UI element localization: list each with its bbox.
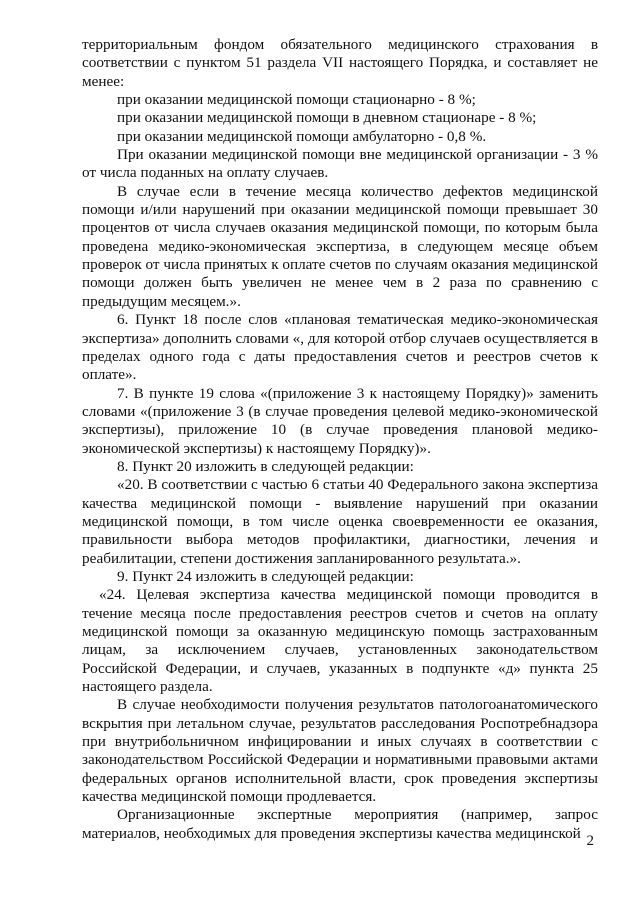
- paragraph: 7. В пункте 19 слова «(приложение 3 к настоящему Порядку)» заменить словами «(приложение 3 (в случае проведения целевой медико-экономической экспертизы), приложение 10 (в случае проведения плановой медико-экономической экспертизы) к настоящему Порядку)».: [82, 384, 598, 457]
- list-item: при оказании медицинской помощи стационарно - 8 %;: [117, 91, 476, 109]
- list-item: при оказании медицинской помощи амбулаторно - 0,8 %.: [117, 127, 487, 145]
- paragraph: В случае если в течение месяца количество дефектов медицинской помощи и/или нарушений при оказании медицинской помощи превышает 30 процентов от числа случаев оказания медицинской помощи, по которым была проведена медико-экономическая экспертиза, в следующем месяце объем проверок от числа принятых к оплате счетов по случаям оказания медицинской помощи должен быть увеличен не менее чем в 2 раза по сравнению с предыдущим месяцем.».: [82, 182, 598, 310]
- paragraph: «24. Целевая экспертиза качества медицинской помощи проводится в течение месяца после предоставления реестров счетов и счетов на оплату медицинской помощи за оказанную медицинскую помощь застрахованным лицам, за исключением случаев, установленных законодательством Российской Федерации, и случаев, указанных в подпункте «д» пункта 25 настоящего раздела.: [82, 586, 598, 696]
- paragraph: 9. Пункт 24 изложить в следующей редакции:: [117, 567, 414, 585]
- list-item: при оказании медицинской помощи в дневном стационаре - 8 %;: [117, 109, 537, 127]
- page-number: 2: [586, 833, 594, 849]
- paragraph: 8. Пункт 20 изложить в следующей редакции:: [117, 457, 414, 475]
- paragraph: территориальным фондом обязательного медицинского страхования в соответствии с пунктом 51 раздела VII настоящего Порядка, и составляет не менее:: [82, 36, 598, 90]
- paragraph: 6. Пункт 18 после слов «плановая тематическая медико-экономическая экспертиза» дополнить словами «, для которой отбор случаев осуществляется в пределах одного года с даты предоставления счетов и реестров счетов к оплате».: [82, 311, 598, 384]
- paragraph: «20. В соответствии с частью 6 статьи 40 Федерального закона экспертиза качества медицинской помощи - выявление нарушений при оказании медицинской помощи, в том числе оценка своевременности ее оказания, правильности выбора методов профилактики, диагностики, лечения и реабилитации, степени достижения запланированного результата.».: [82, 476, 598, 567]
- paragraph: В случае необходимости получения результатов патологоанатомического вскрытия при летальном случае, результатов расследования Роспотребнадзора при внутрибольничном инфицировании и иных случаях в соответствии с законодательством Российской Федерации и нормативными правовыми актами федеральных органов исполнительной власти, срок проведения экспертизы качества медицинской помощи продлевается.: [82, 696, 598, 806]
- document-body: [82, 36, 598, 843]
- paragraph: При оказании медицинской помощи вне медицинской организации - 3 % от числа поданных на оплату случаев.: [82, 146, 598, 182]
- paragraph: Организационные экспертные мероприятия (например, запрос материалов, необходимых для проведения экспертизы качества медицинской: [82, 806, 598, 842]
